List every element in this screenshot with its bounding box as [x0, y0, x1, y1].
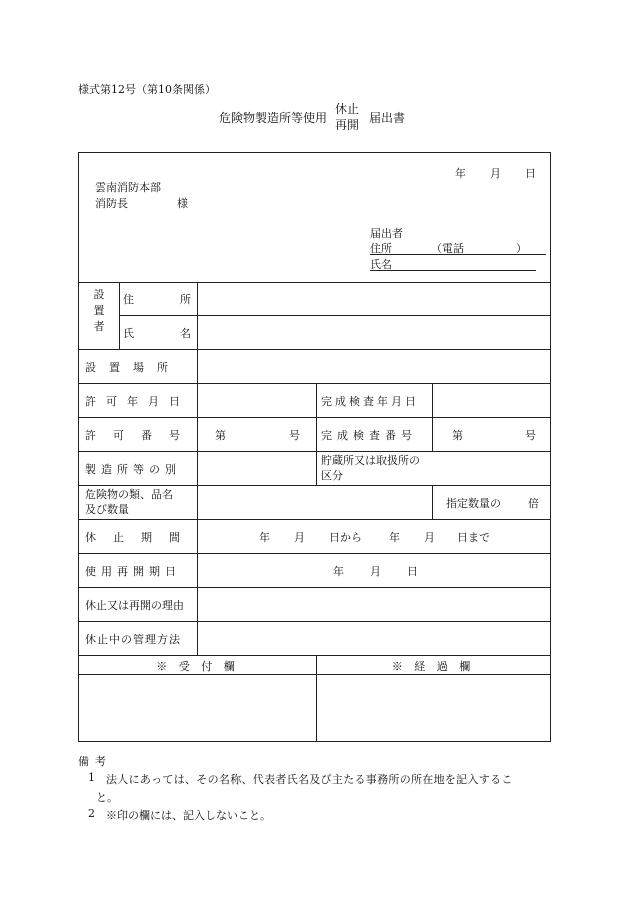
management-method-label: 休止中の管理方法 [85, 633, 181, 646]
completion-number-prefix: 第 [452, 429, 463, 442]
submitter-phone-label: （電話 [431, 242, 464, 255]
divider [79, 417, 550, 418]
divider [432, 485, 433, 519]
note-2-number: 2 [88, 807, 95, 820]
installer-name-label [123, 325, 191, 341]
divider [119, 315, 550, 316]
note-1-line-1: 法人にあっては、その名称、代表者氏名及び主たる事務所の所在地を記入するこ [106, 773, 513, 786]
multiple-unit: 倍 [528, 497, 539, 510]
permit-number-suffix: 号 [289, 429, 300, 442]
permit-date-label: 許可年月日 [85, 395, 190, 408]
label-char: 住 [123, 293, 134, 306]
reception-column-header: ※ 受 付 欄 [156, 660, 239, 673]
form-title-suffix: 届出書 [369, 111, 406, 125]
divider [79, 282, 550, 283]
honorific: 様 [177, 197, 188, 210]
resume-day: 日 [407, 565, 418, 578]
divider [79, 349, 550, 350]
divider [79, 451, 550, 452]
title-option-resume: 再開 [335, 118, 360, 132]
divider [79, 674, 550, 675]
completion-date-label: 完成検査年月日 [321, 395, 419, 408]
installer-char: 者 [93, 320, 105, 333]
hazmat-line: 危険物の類、品名 [85, 488, 173, 501]
hazmat-line: 及び数量 [85, 503, 129, 516]
address-underline [370, 254, 546, 255]
installer-char: 設 [93, 288, 105, 301]
divider [79, 485, 550, 486]
title-option-suspend: 休止 [335, 102, 360, 116]
note-2-text: ※印の欄には、記入しないこと。 [106, 809, 271, 822]
divider [432, 383, 433, 451]
submitter-phone-close: ） [516, 242, 527, 255]
completion-number-label: 完成検査番号 [321, 429, 417, 442]
form-number: 様式第12号（第10条関係） [78, 83, 216, 96]
office-name: 雲南消防本部 [95, 181, 161, 194]
form-table [78, 152, 551, 742]
note-1-number: 1 [88, 771, 95, 784]
divider [79, 621, 550, 622]
label-char: 名 [180, 327, 191, 340]
notes-heading: 備考 [78, 755, 112, 768]
resumption-date-label: 使用再開期日 [85, 565, 181, 578]
submitter-address-label: 住所 [370, 242, 392, 255]
divider [197, 282, 198, 655]
installer-char: 置 [93, 304, 105, 317]
facility-type-label: 製造所等の別 [85, 463, 181, 476]
recipient-title: 消防長 [95, 197, 128, 210]
permit-number-label: 許可番号 [85, 429, 197, 442]
period-from: 日から [329, 531, 362, 544]
divider [79, 519, 550, 520]
form-title-options [335, 101, 359, 133]
installer-group-label [79, 287, 119, 335]
reason-label: 休止又は再開の理由 [85, 599, 184, 612]
note-1-line-2: と。 [96, 791, 118, 804]
name-underline [370, 270, 536, 271]
date-month-label: 月 [490, 167, 501, 180]
date-day-label: 日 [525, 167, 536, 180]
progress-column-header: ※ 経 過 欄 [391, 660, 475, 673]
suspension-period-label: 休止期間 [85, 531, 197, 544]
hazmat-label [85, 487, 173, 517]
location-label: 設置場所 [85, 361, 181, 374]
divider [79, 655, 550, 656]
divider [119, 282, 120, 349]
designated-quantity-label: 指定数量の [446, 497, 501, 510]
permit-number-prefix: 第 [215, 429, 226, 442]
label-char: 所 [180, 293, 191, 306]
resume-year: 年 [333, 565, 344, 578]
date-year-label: 年 [455, 167, 466, 180]
resume-month: 月 [370, 565, 381, 578]
divider [79, 587, 550, 588]
submitter-name-label: 氏名 [370, 258, 392, 271]
divider [316, 383, 317, 485]
storage-type-line: 区分 [321, 469, 343, 482]
divider [79, 553, 550, 554]
period-to: 日まで [457, 531, 490, 544]
period-month: 月 [294, 531, 305, 544]
storage-type-label [321, 453, 420, 483]
period-year: 年 [259, 531, 270, 544]
period-month: 月 [424, 531, 435, 544]
form-title-prefix: 危険物製造所等使用 [219, 111, 328, 125]
completion-number-suffix: 号 [525, 429, 536, 442]
period-year: 年 [389, 531, 400, 544]
submitter-heading: 届出者 [370, 227, 403, 240]
installer-address-label [123, 291, 191, 307]
storage-type-line: 貯蔵所又は取扱所の [321, 454, 420, 467]
divider [79, 383, 550, 384]
label-char: 氏 [123, 327, 134, 340]
